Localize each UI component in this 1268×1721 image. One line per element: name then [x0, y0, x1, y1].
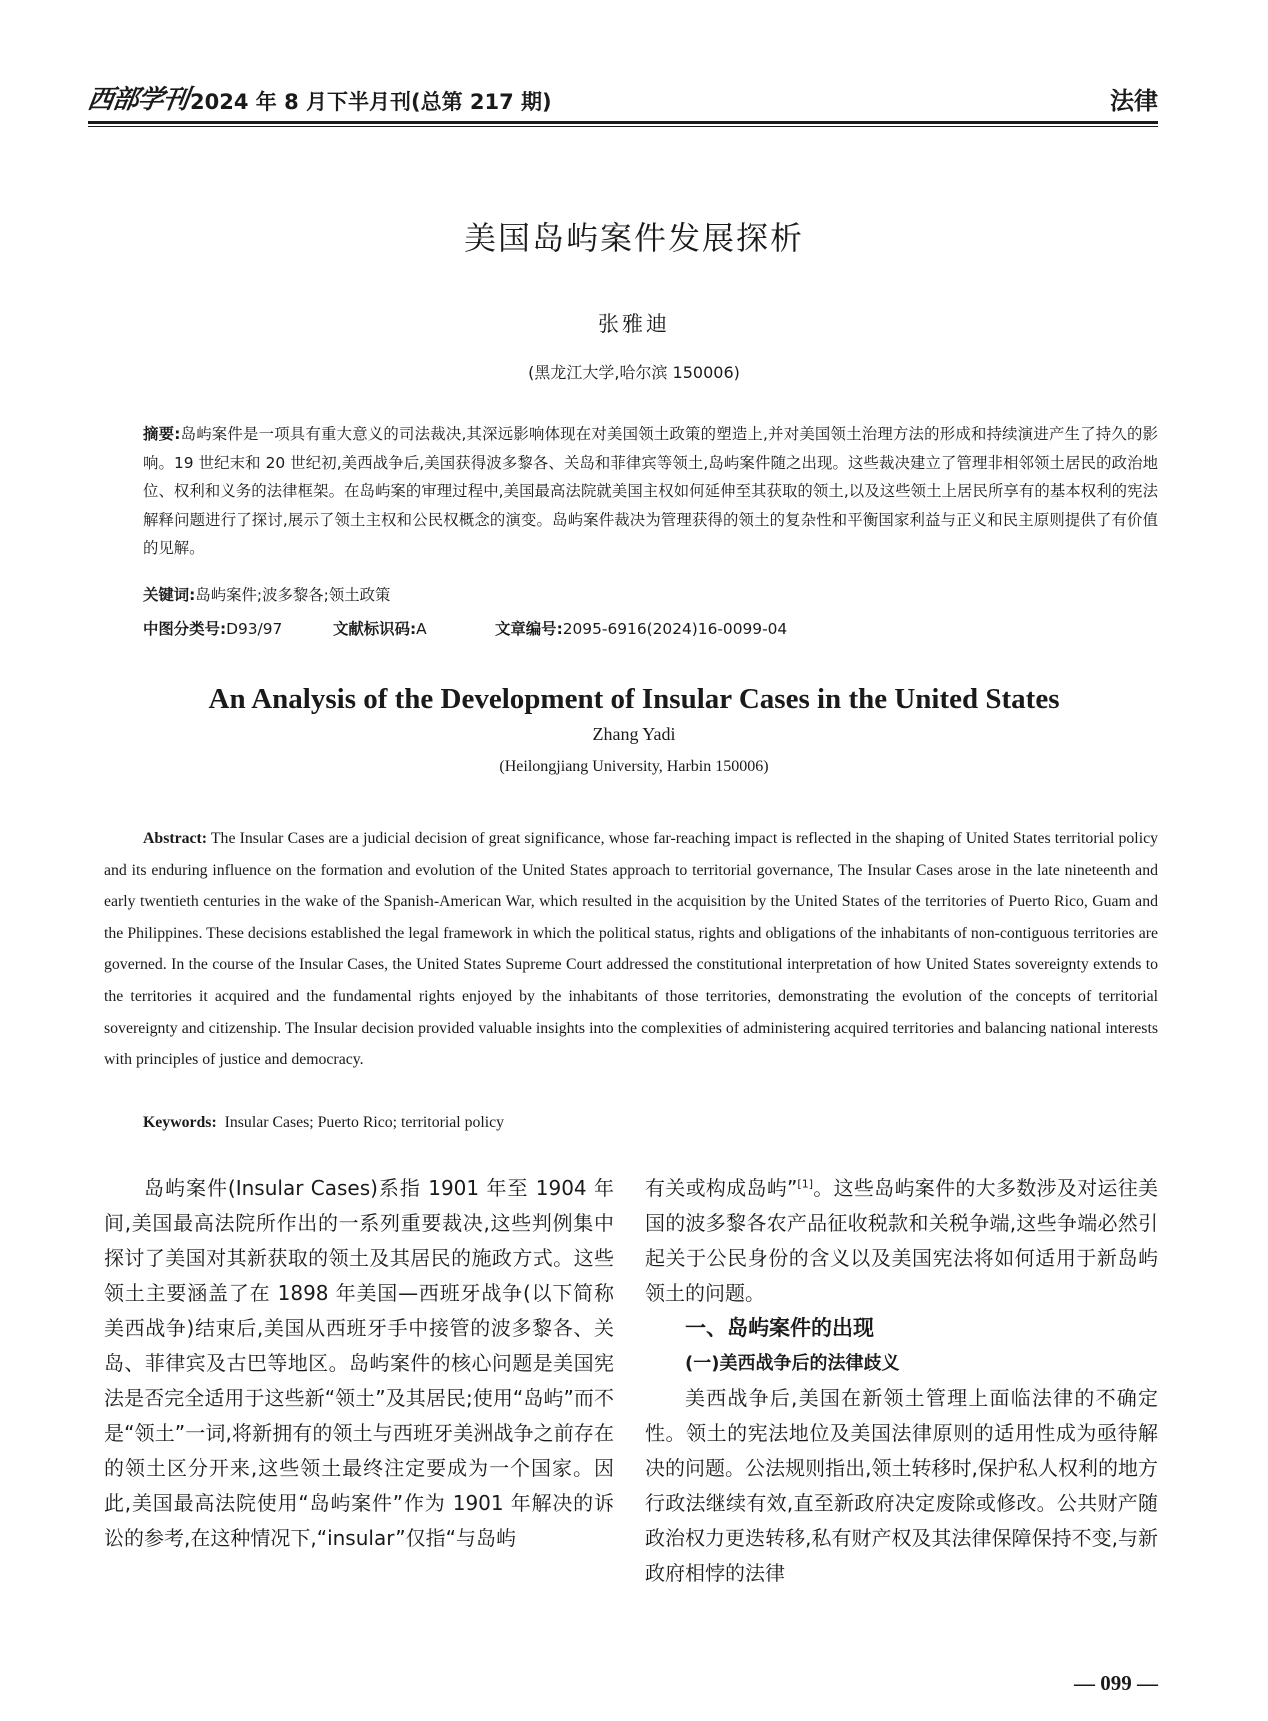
keywords-en [143, 1114, 504, 1132]
paper-title-en: An Analysis of the Development of Insular Cases in the United States [208, 683, 1060, 715]
running-header [85, 82, 1158, 116]
doc-value: A [416, 620, 427, 638]
citation-ref: [1] [797, 1177, 814, 1191]
article-number [495, 617, 787, 639]
clc-label: 中图分类号: [143, 620, 227, 638]
page-number: — 099 — [1074, 1671, 1158, 1695]
header-rule [88, 121, 1158, 124]
paper-title: 美国岛屿案件发展探析 [463, 219, 804, 257]
abstract-en-label: Abstract: [143, 830, 208, 847]
continued-text-2: 。这些岛屿案件的大多数涉及对运往美国的波多黎各农产品征收税款和关税争端,这些争端必然引起关于公民身份的含义以及美国宪法将如何适用于新岛屿领土的问题。 [645, 1176, 1158, 1305]
journal-masthead [85, 79, 552, 116]
header-rule-thin [88, 126, 1158, 127]
keywords-cn [143, 583, 390, 605]
body-column-left [104, 1171, 614, 1556]
clc-value: D93/97 [226, 620, 283, 638]
author-name-en: Zhang Yadi [592, 724, 676, 744]
abstract-cn [143, 420, 1158, 563]
body-column-right [645, 1171, 1158, 1591]
continued-text: 有关或构成岛屿” [645, 1176, 798, 1200]
clc-number [143, 617, 282, 639]
body-paragraph: 美西战争后,美国在新领土管理上面临法律的不确定性。领土的宪法地位及美国法律原则的适用性成为亟待解决的问题。公法规则指出,领土转移时,保护私人权利的地方行政法继续有效,直至新政府决定废除或修改。公共财产随政治权力更迭转移,私有财产权及其法律保障保持不变,与新政府相悖的法律 [645, 1386, 1158, 1585]
issue-info: 2024 年 8 月下半月刊(总第 217 期) [190, 90, 552, 114]
author-affiliation: (黑龙江大学,哈尔滨 150006) [528, 363, 740, 382]
author-name: 张雅迪 [598, 312, 670, 336]
keywords-cn-text: 岛屿案件;波多黎各;领土政策 [195, 586, 391, 604]
article-value: 2095-6916(2024)16-0099-04 [562, 620, 788, 638]
doc-label: 文献标识码: [333, 620, 417, 638]
abstract-en [104, 823, 1158, 1076]
abstract-cn-text: 岛屿案件是一项具有重大意义的司法裁决,其深远影响体现在对美国领土政策的塑造上,并对美国领土治理方法的形成和持续演进产生了持久的影响。19 世纪末和 20 世纪初,美西战争后,美国获得波多黎各、关岛和菲律宾等领土,岛屿案件随之出现。这些裁决建立了管理非相邻领土居民的政治地位、权利和义务的法律框架。在岛屿案的审理过程中,美国最高法院就美国主权如何延伸至其获取的领土,以及这些领土上居民所享有的基本权利的宪法解释问题进行了探讨,展示了领土主权和公民权概念的演变。岛屿案件裁决为管理获得的领土的复杂性和平衡国家利益与正义和民主原则提供了有价值的见解。 [143, 425, 1159, 557]
abstract-cn-label: 摘要: [143, 425, 181, 443]
article-label: 文章编号: [495, 620, 563, 638]
body-paragraph-continued [645, 1171, 1158, 1311]
keywords-en-text: Insular Cases; Puerto Rico; territorial policy [224, 1114, 505, 1131]
author-affiliation-en: (Heilongjiang University, Harbin 150006) [499, 758, 769, 775]
document-code [333, 617, 427, 639]
journal-logo: 西部学刊 [85, 85, 190, 115]
body-paragraph: 岛屿案件(Insular Cases)系指 1901 年至 1904 年间,美国最高法院所作出的一系列重要裁决,这些判例集中探讨了美国对其新获取的领土及其居民的施政方式。这些领土主要涵盖了在 1898 年美国—西班牙战争(以下简称美西战争)结束后,美国从西班牙手中接管的波多黎各、关岛、菲律宾及古巴等地区。岛屿案件的核心问题是美国宪法是否完全适用于这些新“领土”及其居民;使用“岛屿”而不是“领土”一词,将新拥有的领土与西班牙美洲战争之前存在的领土区分开来,这些领土最终注定要成为一个国家。因此,美国最高法院使用“岛屿案件”作为 1901 年解决的诉讼的参考,在这种情况下,“insular”仅指“与岛屿 [104, 1176, 614, 1550]
keywords-en-label: Keywords: [143, 1114, 217, 1131]
keywords-cn-label: 关键词: [143, 586, 196, 604]
abstract-en-text: The Insular Cases are a judicial decision of great significance, whose far-reaching impact is reflected in the shaping of United States territorial policy and its enduring influence on the formation and evolution of the United States approach to territorial governance, The Insular Cases arose in the late nineteenth and early twentieth centuries in the wake of the Spanish-American War, which resulted in the acquisition by the United States of the territories of Puerto Rico, Guam and the Philippines. These decisions established the legal framework in which the political status, rights and obligations of the inhabitants of non-contiguous territories are governed. In the course of the Insular Cases, the United States Supreme Court addressed the constitutional interpretation of how United States sovereignty extends to the territories it acquired and the fundamental rights enjoyed by the inhabitants of those territories, demonstrating the evolution of the concepts of territorial sovereignty and citizenship. The Insular decision provided valuable insights into the complexities of administering acquired territories and balancing national interests with principles of justice and democracy. [104, 830, 1158, 1069]
section-tag: 法律 [1110, 87, 1158, 115]
section-heading: 一、岛屿案件的出现 [685, 1316, 874, 1340]
subsection-heading: (一)美西战争后的法律歧义 [685, 1353, 900, 1374]
